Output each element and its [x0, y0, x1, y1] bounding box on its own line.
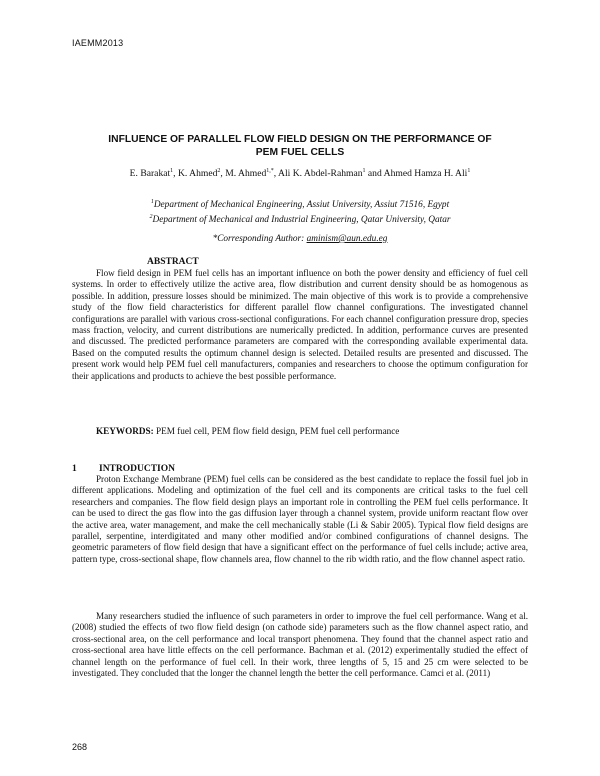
keywords-text: PEM fuel cell, PEM flow field design, PEM fuel cell performance: [155, 426, 400, 436]
section-number: 1: [72, 464, 77, 474]
keywords-label: KEYWORDS:: [96, 426, 154, 436]
author-affiliation-mark: 1: [170, 168, 174, 174]
section-heading: [72, 464, 175, 474]
author-name: M. Ahmed: [225, 168, 267, 180]
corresponding-email-link[interactable]: aminism@aun.edu.eg: [306, 234, 388, 244]
author-list: E. Barakat$^1$, K. Ahmed$^2$, M. Ahmed$^{1,*}$, Ali K. Abdel-Rahman$^1$ and Ahmed Hamza H. Ali$^1$: [129, 168, 471, 180]
author-name: K. Ahmed: [177, 168, 218, 180]
section-title: INTRODUCTION: [99, 464, 176, 474]
affiliation-mark: 1: [150, 199, 154, 205]
corresponding-author: [60, 234, 540, 244]
abstract-heading: ABSTRACT: [147, 257, 199, 267]
affiliation-list: [60, 196, 540, 226]
page-number: 268: [72, 742, 88, 752]
paragraph-text: Many researchers studied the influence of such parameters in order to improve the fuel cell performance. Wang et al.(2008) studied the effects of two flow field design (on cathode side) parameters such as the flow channel aspect ratio, and cross-sectional area, on the cell performance and local transport phenomena. They found that the channel aspect ratio and cross-sectional area have little effects on the cell performance. Bachman et al. (2012) experimentally studied the effect of channel length on the performance of fuel cell. In their work, three lengths of 5, 15 and 25 cm were selected to be investigated. They concluded that the longer the channel length the better the cell performance. Camci et al. (2011): [72, 611, 528, 679]
keywords-line: [96, 426, 399, 436]
paper-title: INFLUENCE OF PARALLEL FLOW FIELD DESIGN ON THE PERFORMANCE OF PEM FUEL CELLS: [108, 134, 492, 158]
abstract-body: [72, 268, 528, 382]
author-affiliation-mark: 1: [362, 168, 366, 174]
affiliation-text: Department of Mechanical and Industrial Engineering, Qatar University, Qatar: [152, 215, 451, 226]
affiliation-line: [60, 211, 540, 226]
intro-paragraph-2: [72, 611, 528, 679]
affiliation-mark: 2: [149, 214, 153, 221]
corresponding-label: *Corresponding Author:: [212, 234, 307, 244]
abstract-paragraph: Flow field design in PEM fuel cells has an important influence on both the power density and efficiency of fuel cell systems. In order to effectively utilize the active area, flow distribution and current density should be as homogenous as possible. In addition, pressure losses should be minimized. The main objective of this work is to provide a comprehensive study of the flow field characteristics for different parallel flow channel configurations. The investigated channel configurations are parallel with various cross-sectional configurations. For each channel configuration pressure drop, species mass fraction, velocity, and current distributions are numerically predicted. In addition, performance curves are presented and discussed. The predicted performance parameters are compared with the corresponding available experimental data. Based on the computed results the optimum channel design is selected. Detailed results are presented and discussed. The present work would help PEM fuel cell manufacturers, companies and researchers to choose the optimum configuration for their applications and products to achieve the best possible performance.: [72, 268, 528, 381]
author-affiliation-mark: 1,*: [266, 168, 274, 174]
affiliation-text: Department of Mechanical Engineering, Assiut University, Assiut 71516, Egypt: [153, 200, 450, 211]
intro-paragraph-1: [72, 474, 528, 565]
affiliation-line: [60, 196, 540, 211]
author-affiliation-mark: 1: [467, 168, 471, 174]
author-name: Ahmed Hamza H. Ali: [383, 168, 468, 180]
paragraph-text: Proton Exchange Membrane (PEM) fuel cells can be considered as the best candidate to replace the fossil fuel job in different applications. Modeling and optimization of the fuel cell and its components are critical tasks to the fuel cell researchers and companies. The flow field design plays an important role in controlling the PEM fuel cells performance. It can be used to direct the gas flow into the gas diffusion layer through a channel system, provide uniform reactant flow over the active area, water management, and make the cell mechanically stable (Li & Sabir 2005). Typical flow field designs are parallel, serpentine, interdigitated and many other modified and/or combined configurations of channel designs. The geometric parameters of flow field design that have a significant effect on the performance of fuel cells include; active area, pattern type, cross-sectional shape, flow channels area, flow channel to the rib width ratio, and the flow channel aspect ratio.: [72, 474, 528, 564]
conference-header: IAEMM2013: [72, 38, 124, 48]
author-name: E. Barakat: [129, 168, 171, 180]
author-affiliation-mark: 2: [217, 168, 221, 174]
author-name: Ali K. Abdel-Rahman: [278, 168, 363, 180]
